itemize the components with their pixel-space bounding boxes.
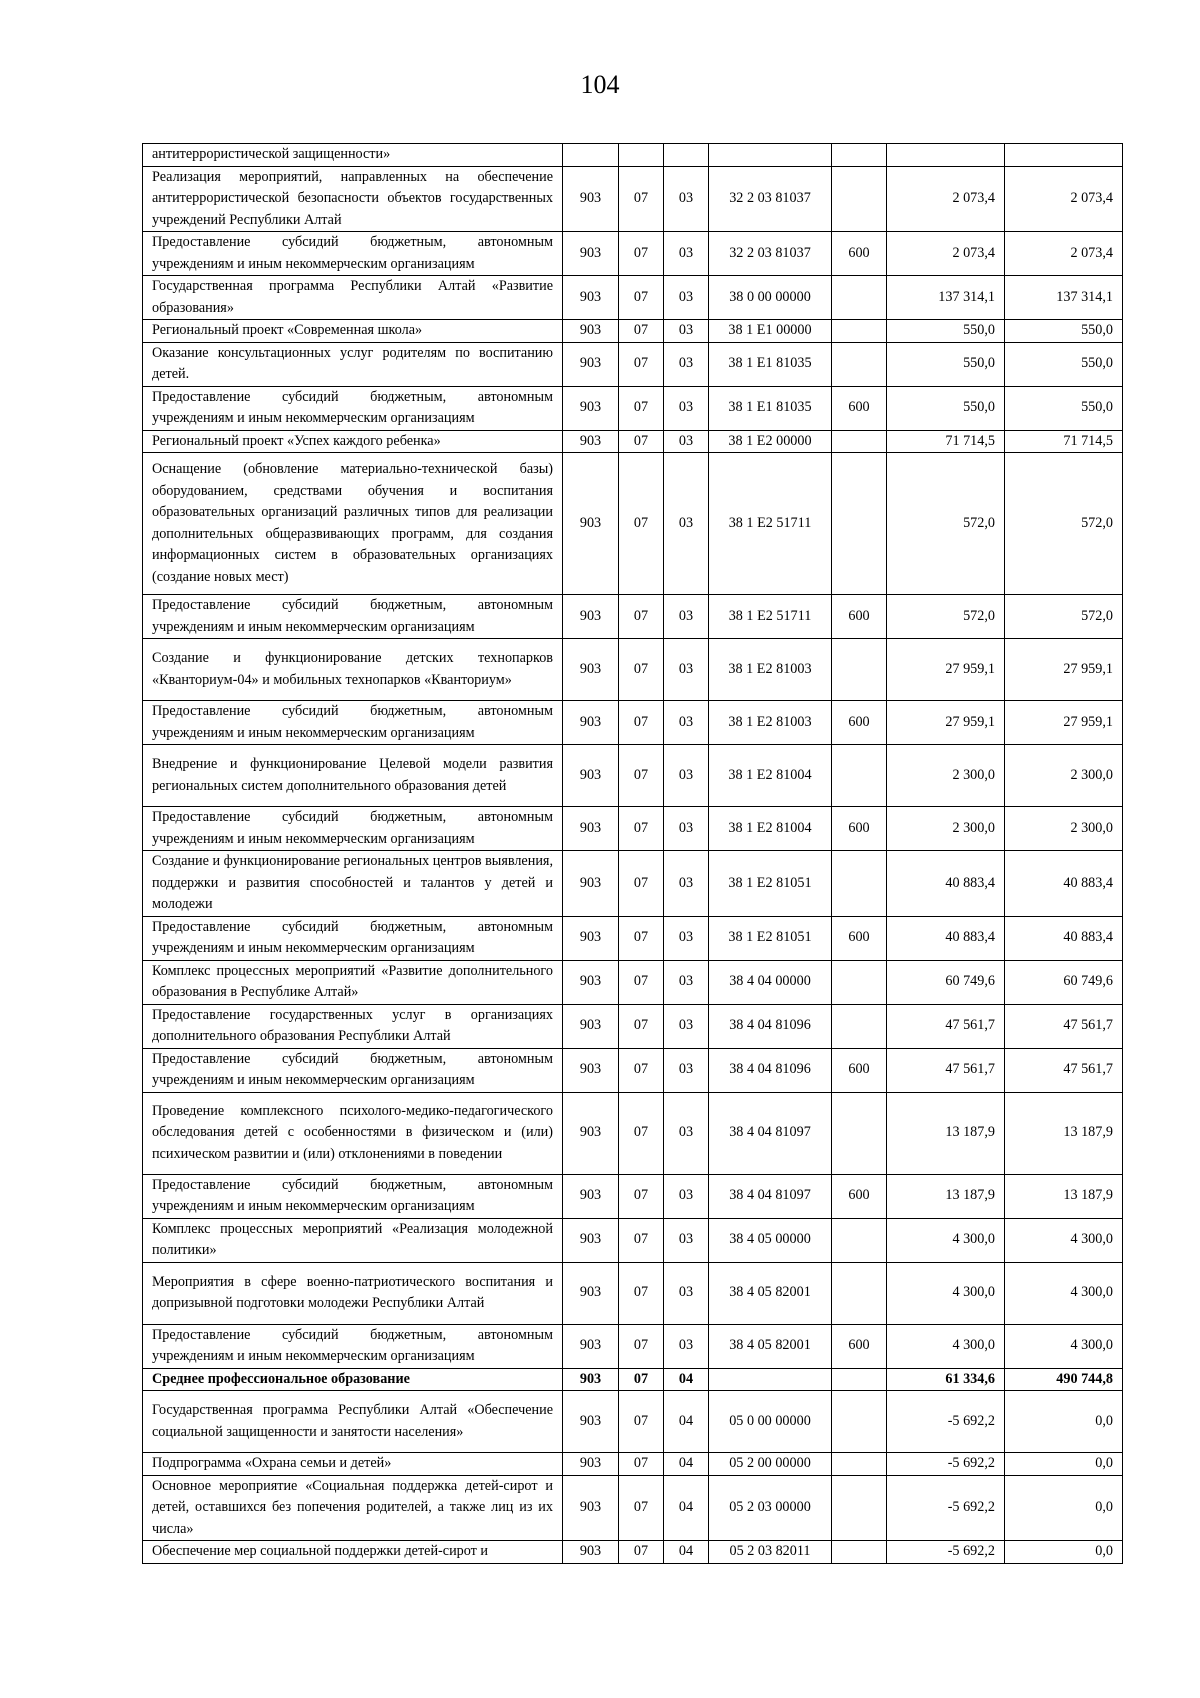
cell-description: антитеррористической защищенности»	[143, 144, 563, 167]
cell-ministry-code: 903	[563, 320, 619, 343]
cell-section-code: 07	[619, 807, 664, 851]
cell-target-article: 05 2 03 00000	[709, 1475, 832, 1541]
cell-description: Создание и функционирование детских технопарков «Кванториум-04» и мобильных технопарков «Кванториум»	[143, 639, 563, 701]
cell-amount-2: 13 187,9	[1005, 1092, 1123, 1174]
cell-expense-type	[832, 166, 887, 232]
cell-section-code: 07	[619, 453, 664, 595]
cell-amount-2: 2 300,0	[1005, 745, 1123, 807]
cell-expense-type	[832, 342, 887, 386]
cell-expense-type	[832, 639, 887, 701]
cell-section-code: 07	[619, 595, 664, 639]
cell-section-code: 07	[619, 1541, 664, 1564]
cell-expense-type: 600	[832, 807, 887, 851]
cell-amount-2: 137 314,1	[1005, 276, 1123, 320]
cell-amount-2: 550,0	[1005, 386, 1123, 430]
cell-expense-type	[832, 430, 887, 453]
cell-amount-2: 0,0	[1005, 1453, 1123, 1476]
cell-description: Предоставление субсидий бюджетным, автономным учреждениям и иным некоммерческим организациям	[143, 807, 563, 851]
cell-subsection-code	[664, 144, 709, 167]
cell-section-code: 07	[619, 1218, 664, 1262]
table-body	[143, 144, 1123, 1564]
cell-amount-2: 490 744,8	[1005, 1368, 1123, 1391]
cell-amount-1: 550,0	[887, 320, 1005, 343]
cell-amount-2: 47 561,7	[1005, 1048, 1123, 1092]
cell-subsection-code: 03	[664, 851, 709, 917]
cell-amount-1: -5 692,2	[887, 1453, 1005, 1476]
cell-section-code: 07	[619, 276, 664, 320]
cell-amount-1: 47 561,7	[887, 1048, 1005, 1092]
cell-amount-2: 71 714,5	[1005, 430, 1123, 453]
table-row	[143, 916, 1123, 960]
table-row	[143, 166, 1123, 232]
cell-amount-1: 71 714,5	[887, 430, 1005, 453]
table-row	[143, 1174, 1123, 1218]
cell-ministry-code: 903	[563, 1004, 619, 1048]
cell-ministry-code: 903	[563, 960, 619, 1004]
cell-amount-2: 47 561,7	[1005, 1004, 1123, 1048]
cell-description: Проведение комплексного психолого-медико-педагогического обследования детей с особенностями в физическом и (или) психическом развитии и (или) отклонениями в поведении	[143, 1092, 563, 1174]
table-row	[143, 276, 1123, 320]
cell-target-article: 38 4 04 81097	[709, 1092, 832, 1174]
cell-section-code: 07	[619, 1391, 664, 1453]
cell-target-article: 05 2 03 82011	[709, 1541, 832, 1564]
cell-ministry-code: 903	[563, 430, 619, 453]
cell-amount-2: 60 749,6	[1005, 960, 1123, 1004]
cell-ministry-code: 903	[563, 1324, 619, 1368]
cell-description: Обеспечение мер социальной поддержки детей-сирот и	[143, 1541, 563, 1564]
cell-subsection-code: 03	[664, 745, 709, 807]
cell-expense-type: 600	[832, 1048, 887, 1092]
cell-description: Среднее профессиональное образование	[143, 1368, 563, 1391]
cell-section-code: 07	[619, 1453, 664, 1476]
cell-section-code: 07	[619, 960, 664, 1004]
cell-description: Государственная программа Республики Алтай «Развитие образования»	[143, 276, 563, 320]
table-row	[143, 320, 1123, 343]
cell-amount-1: 47 561,7	[887, 1004, 1005, 1048]
cell-subsection-code: 03	[664, 960, 709, 1004]
cell-section-code: 07	[619, 386, 664, 430]
cell-amount-2: 0,0	[1005, 1475, 1123, 1541]
cell-amount-1: 572,0	[887, 453, 1005, 595]
cell-amount-1: 27 959,1	[887, 639, 1005, 701]
cell-section-code: 07	[619, 1262, 664, 1324]
cell-ministry-code: 903	[563, 276, 619, 320]
cell-subsection-code: 03	[664, 1092, 709, 1174]
cell-amount-2: 2 073,4	[1005, 232, 1123, 276]
cell-target-article: 32 2 03 81037	[709, 232, 832, 276]
cell-ministry-code: 903	[563, 1475, 619, 1541]
cell-amount-1: 2 300,0	[887, 745, 1005, 807]
cell-ministry-code: 903	[563, 807, 619, 851]
cell-amount-2: 13 187,9	[1005, 1174, 1123, 1218]
cell-amount-1: 2 300,0	[887, 807, 1005, 851]
cell-section-code: 07	[619, 1475, 664, 1541]
cell-section-code: 07	[619, 342, 664, 386]
cell-amount-1: 550,0	[887, 386, 1005, 430]
table-row	[143, 701, 1123, 745]
cell-target-article: 38 4 05 00000	[709, 1218, 832, 1262]
cell-section-code: 07	[619, 1368, 664, 1391]
cell-amount-1: 4 300,0	[887, 1218, 1005, 1262]
cell-target-article: 38 1 E2 81004	[709, 807, 832, 851]
cell-amount-2: 550,0	[1005, 320, 1123, 343]
cell-subsection-code: 04	[664, 1475, 709, 1541]
cell-description: Государственная программа Республики Алтай «Обеспечение социальной защищенности и занятости населения»	[143, 1391, 563, 1453]
cell-expense-type	[832, 1092, 887, 1174]
table-row	[143, 1453, 1123, 1476]
cell-subsection-code: 04	[664, 1541, 709, 1564]
cell-subsection-code: 03	[664, 1218, 709, 1262]
cell-subsection-code: 04	[664, 1391, 709, 1453]
cell-target-article: 38 4 05 82001	[709, 1262, 832, 1324]
cell-ministry-code: 903	[563, 232, 619, 276]
cell-target-article: 05 2 00 00000	[709, 1453, 832, 1476]
cell-amount-2: 4 300,0	[1005, 1324, 1123, 1368]
cell-expense-type	[832, 1453, 887, 1476]
cell-description: Оснащение (обновление материально-технической базы) оборудованием, средствами обучения и воспитания образовательных организаций различных типов для реализации дополнительных общеразвивающих программ, для создания информационных систем в образовательных организациях (создание новых мест)	[143, 453, 563, 595]
budget-table	[142, 143, 1123, 1564]
cell-ministry-code: 903	[563, 1174, 619, 1218]
cell-amount-2: 40 883,4	[1005, 916, 1123, 960]
cell-amount-2: 4 300,0	[1005, 1262, 1123, 1324]
cell-section-code: 07	[619, 1004, 664, 1048]
cell-ministry-code: 903	[563, 342, 619, 386]
cell-section-code: 07	[619, 430, 664, 453]
cell-subsection-code: 03	[664, 276, 709, 320]
cell-subsection-code: 04	[664, 1453, 709, 1476]
cell-expense-type	[832, 1218, 887, 1262]
cell-subsection-code: 03	[664, 916, 709, 960]
cell-amount-2: 0,0	[1005, 1391, 1123, 1453]
cell-amount-2: 572,0	[1005, 453, 1123, 595]
cell-expense-type	[832, 1262, 887, 1324]
table-row	[143, 851, 1123, 917]
table-row	[143, 430, 1123, 453]
cell-expense-type	[832, 320, 887, 343]
cell-amount-2: 27 959,1	[1005, 701, 1123, 745]
cell-expense-type	[832, 960, 887, 1004]
cell-amount-2: 2 300,0	[1005, 807, 1123, 851]
cell-target-article: 38 1 E1 81035	[709, 342, 832, 386]
cell-subsection-code: 03	[664, 320, 709, 343]
cell-amount-2: 27 959,1	[1005, 639, 1123, 701]
cell-subsection-code: 03	[664, 807, 709, 851]
cell-expense-type	[832, 851, 887, 917]
cell-amount-1: 4 300,0	[887, 1262, 1005, 1324]
cell-subsection-code: 03	[664, 595, 709, 639]
cell-expense-type: 600	[832, 916, 887, 960]
table-row	[143, 342, 1123, 386]
cell-ministry-code: 903	[563, 745, 619, 807]
table-row	[143, 1324, 1123, 1368]
cell-description: Региональный проект «Современная школа»	[143, 320, 563, 343]
cell-description: Предоставление субсидий бюджетным, автономным учреждениям и иным некоммерческим организациям	[143, 232, 563, 276]
cell-amount-2: 0,0	[1005, 1541, 1123, 1564]
cell-expense-type: 600	[832, 595, 887, 639]
cell-ministry-code: 903	[563, 1368, 619, 1391]
table-row	[143, 386, 1123, 430]
cell-description: Предоставление субсидий бюджетным, автономным учреждениям и иным некоммерческим организациям	[143, 701, 563, 745]
cell-amount-2: 550,0	[1005, 342, 1123, 386]
cell-section-code: 07	[619, 166, 664, 232]
cell-amount-1: 13 187,9	[887, 1174, 1005, 1218]
cell-target-article	[709, 144, 832, 167]
cell-section-code: 07	[619, 639, 664, 701]
table-row	[143, 1004, 1123, 1048]
cell-subsection-code: 03	[664, 386, 709, 430]
cell-subsection-code: 03	[664, 1324, 709, 1368]
cell-ministry-code: 903	[563, 453, 619, 595]
cell-target-article: 38 1 E2 81051	[709, 851, 832, 917]
cell-amount-1: 4 300,0	[887, 1324, 1005, 1368]
table-row	[143, 1368, 1123, 1391]
cell-target-article: 38 4 05 82001	[709, 1324, 832, 1368]
table-row	[143, 1391, 1123, 1453]
cell-amount-1: -5 692,2	[887, 1475, 1005, 1541]
cell-section-code: 07	[619, 1324, 664, 1368]
cell-expense-type	[832, 453, 887, 595]
cell-subsection-code: 03	[664, 430, 709, 453]
cell-target-article	[709, 1368, 832, 1391]
cell-description: Предоставление субсидий бюджетным, автономным учреждениям и иным некоммерческим организациям	[143, 595, 563, 639]
cell-ministry-code: 903	[563, 701, 619, 745]
cell-section-code: 07	[619, 232, 664, 276]
cell-expense-type	[832, 1541, 887, 1564]
cell-target-article: 38 1 E1 81035	[709, 386, 832, 430]
cell-amount-2: 572,0	[1005, 595, 1123, 639]
cell-target-article: 38 1 E2 81003	[709, 701, 832, 745]
cell-amount-1: 572,0	[887, 595, 1005, 639]
table-row	[143, 807, 1123, 851]
cell-ministry-code: 903	[563, 1453, 619, 1476]
cell-target-article: 38 4 04 00000	[709, 960, 832, 1004]
cell-amount-1: 40 883,4	[887, 916, 1005, 960]
cell-description: Реализация мероприятий, направленных на обеспечение антитеррористической безопасности объектов государственных учреждений Республики Алтай	[143, 166, 563, 232]
cell-description: Мероприятия в сфере военно-патриотического воспитания и допризывной подготовки молодежи Республики Алтай	[143, 1262, 563, 1324]
cell-section-code: 07	[619, 851, 664, 917]
cell-expense-type: 600	[832, 232, 887, 276]
cell-target-article: 38 1 E1 00000	[709, 320, 832, 343]
cell-subsection-code: 03	[664, 1004, 709, 1048]
cell-subsection-code: 03	[664, 639, 709, 701]
cell-section-code	[619, 144, 664, 167]
table-row	[143, 745, 1123, 807]
cell-ministry-code: 903	[563, 1092, 619, 1174]
cell-description: Предоставление субсидий бюджетным, автономным учреждениям и иным некоммерческим организациям	[143, 916, 563, 960]
cell-amount-1: 40 883,4	[887, 851, 1005, 917]
cell-section-code: 07	[619, 320, 664, 343]
cell-description: Подпрограмма «Охрана семьи и детей»	[143, 1453, 563, 1476]
cell-amount-1: 13 187,9	[887, 1092, 1005, 1174]
cell-description: Предоставление субсидий бюджетным, автономным учреждениям и иным некоммерческим организациям	[143, 386, 563, 430]
cell-expense-type: 600	[832, 386, 887, 430]
cell-expense-type: 600	[832, 1324, 887, 1368]
cell-subsection-code: 03	[664, 1048, 709, 1092]
cell-amount-1: 61 334,6	[887, 1368, 1005, 1391]
cell-description: Предоставление субсидий бюджетным, автономным учреждениям и иным некоммерческим организациям	[143, 1048, 563, 1092]
cell-section-code: 07	[619, 1174, 664, 1218]
cell-ministry-code: 903	[563, 166, 619, 232]
table-row	[143, 1475, 1123, 1541]
cell-subsection-code: 03	[664, 1174, 709, 1218]
cell-amount-1	[887, 144, 1005, 167]
cell-description: Предоставление государственных услуг в организациях дополнительного образования Республики Алтай	[143, 1004, 563, 1048]
cell-description: Предоставление субсидий бюджетным, автономным учреждениям и иным некоммерческим организациям	[143, 1174, 563, 1218]
cell-description: Предоставление субсидий бюджетным, автономным учреждениям и иным некоммерческим организациям	[143, 1324, 563, 1368]
cell-target-article: 38 4 04 81097	[709, 1174, 832, 1218]
cell-target-article: 38 0 00 00000	[709, 276, 832, 320]
cell-expense-type	[832, 276, 887, 320]
cell-ministry-code: 903	[563, 851, 619, 917]
cell-amount-2: 2 073,4	[1005, 166, 1123, 232]
cell-section-code: 07	[619, 701, 664, 745]
table-row	[143, 1262, 1123, 1324]
cell-ministry-code: 903	[563, 1391, 619, 1453]
table-row	[143, 1092, 1123, 1174]
table-row	[143, 1048, 1123, 1092]
cell-subsection-code: 03	[664, 701, 709, 745]
cell-ministry-code: 903	[563, 386, 619, 430]
cell-description: Региональный проект «Успех каждого ребенка»	[143, 430, 563, 453]
cell-description: Основное мероприятие «Социальная поддержка детей-сирот и детей, оставшихся без попечения родителей, а также лиц из их числа»	[143, 1475, 563, 1541]
cell-section-code: 07	[619, 1092, 664, 1174]
cell-expense-type: 600	[832, 701, 887, 745]
cell-target-article: 38 1 E2 51711	[709, 453, 832, 595]
cell-expense-type	[832, 1475, 887, 1541]
cell-description: Комплекс процессных мероприятий «Развитие дополнительного образования в Республике Алтай»	[143, 960, 563, 1004]
cell-amount-2: 4 300,0	[1005, 1218, 1123, 1262]
cell-subsection-code: 03	[664, 1262, 709, 1324]
cell-target-article: 38 1 E2 81051	[709, 916, 832, 960]
cell-amount-1: 27 959,1	[887, 701, 1005, 745]
cell-description: Комплекс процессных мероприятий «Реализация молодежной политики»	[143, 1218, 563, 1262]
table-row	[143, 144, 1123, 167]
cell-subsection-code: 03	[664, 166, 709, 232]
cell-target-article: 32 2 03 81037	[709, 166, 832, 232]
cell-subsection-code: 03	[664, 232, 709, 276]
cell-expense-type	[832, 1391, 887, 1453]
table-row	[143, 232, 1123, 276]
cell-ministry-code: 903	[563, 1218, 619, 1262]
cell-subsection-code: 03	[664, 342, 709, 386]
cell-amount-1: -5 692,2	[887, 1541, 1005, 1564]
cell-ministry-code: 903	[563, 916, 619, 960]
cell-target-article: 05 0 00 00000	[709, 1391, 832, 1453]
cell-expense-type	[832, 745, 887, 807]
cell-description: Создание и функционирование региональных центров выявления, поддержки и развития способностей и талантов у детей и молодежи	[143, 851, 563, 917]
table-row	[143, 960, 1123, 1004]
cell-section-code: 07	[619, 1048, 664, 1092]
table-row	[143, 595, 1123, 639]
cell-amount-1: 60 749,6	[887, 960, 1005, 1004]
cell-ministry-code: 903	[563, 1048, 619, 1092]
table-row	[143, 453, 1123, 595]
cell-target-article: 38 1 E2 81004	[709, 745, 832, 807]
cell-amount-1: 137 314,1	[887, 276, 1005, 320]
page-number: 104	[580, 70, 620, 99]
cell-amount-1: 2 073,4	[887, 232, 1005, 276]
cell-expense-type	[832, 144, 887, 167]
table-row	[143, 1218, 1123, 1262]
cell-expense-type: 600	[832, 1174, 887, 1218]
cell-target-article: 38 1 E2 00000	[709, 430, 832, 453]
cell-target-article: 38 4 04 81096	[709, 1004, 832, 1048]
cell-description: Внедрение и функционирование Целевой модели развития региональных систем дополнительного образования детей	[143, 745, 563, 807]
cell-amount-1: -5 692,2	[887, 1391, 1005, 1453]
cell-target-article: 38 1 E2 51711	[709, 595, 832, 639]
cell-expense-type	[832, 1004, 887, 1048]
cell-description: Оказание консультационных услуг родителям по воспитанию детей.	[143, 342, 563, 386]
cell-subsection-code: 04	[664, 1368, 709, 1391]
cell-target-article: 38 4 04 81096	[709, 1048, 832, 1092]
cell-ministry-code: 903	[563, 639, 619, 701]
cell-section-code: 07	[619, 745, 664, 807]
cell-amount-2	[1005, 144, 1123, 167]
cell-amount-2: 40 883,4	[1005, 851, 1123, 917]
cell-amount-1: 2 073,4	[887, 166, 1005, 232]
cell-amount-1: 550,0	[887, 342, 1005, 386]
cell-subsection-code: 03	[664, 453, 709, 595]
cell-ministry-code	[563, 144, 619, 167]
cell-section-code: 07	[619, 916, 664, 960]
cell-target-article: 38 1 E2 81003	[709, 639, 832, 701]
cell-ministry-code: 903	[563, 1541, 619, 1564]
cell-ministry-code: 903	[563, 1262, 619, 1324]
cell-ministry-code: 903	[563, 595, 619, 639]
table-row	[143, 1541, 1123, 1564]
cell-expense-type	[832, 1368, 887, 1391]
table-row	[143, 639, 1123, 701]
